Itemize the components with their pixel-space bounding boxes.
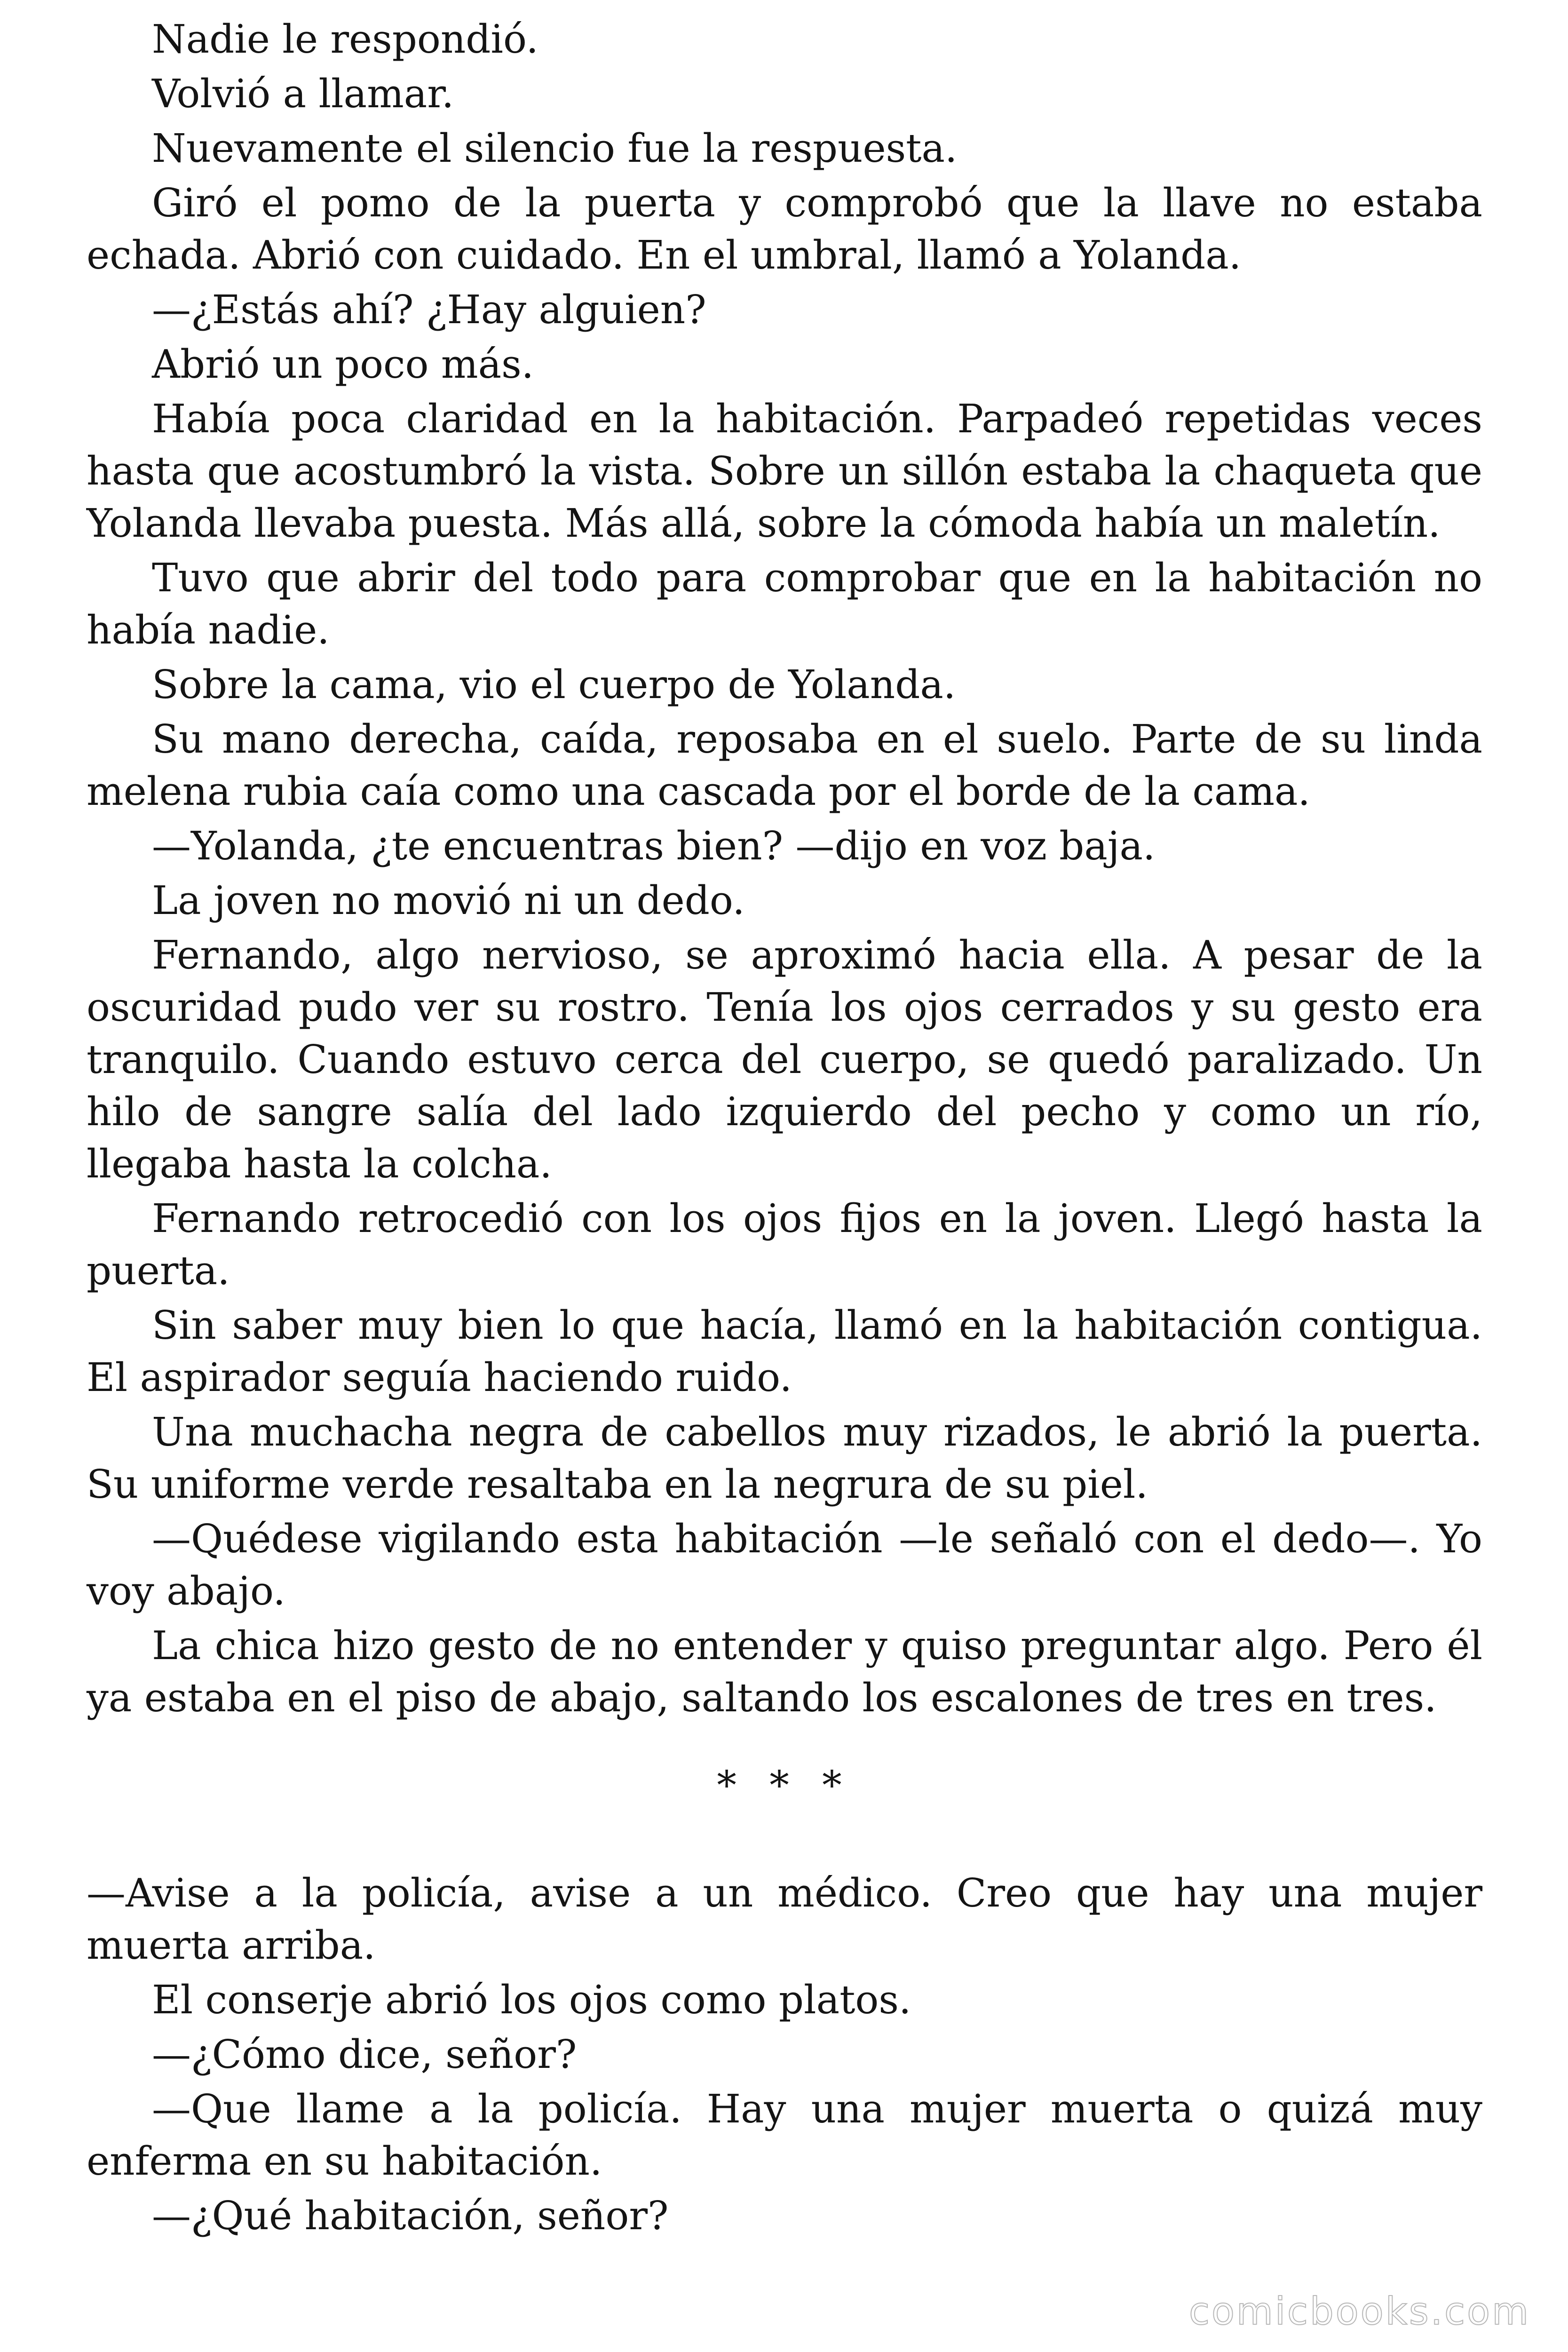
paragraph: La joven no movió ni un dedo. bbox=[152, 878, 745, 923]
paragraph: —Yolanda, ¿te encuentras bien? —dijo en voz baja. bbox=[152, 823, 1156, 869]
paragraph: —¿Estás ahí? ¿Hay alguien? bbox=[152, 287, 706, 333]
paragraph: Una muchacha negra de cabellos muy rizados, le abrió la puerta. Su uniforme verde resaltaba en la negrura de su piel. bbox=[87, 1409, 1482, 1507]
paragraph: El conserje abrió los ojos como platos. bbox=[152, 1977, 911, 2023]
paragraph: Giró el pomo de la puerta y comprobó que la llave no estaba echada. Abrió con cuidado. En el umbral, llamó a Yolanda. bbox=[87, 180, 1482, 278]
paragraph: Su mano derecha, caída, reposaba en el suelo. Parte de su linda melena rubia caía como una cascada por el borde de la cama. bbox=[87, 716, 1482, 814]
watermark: comicbooks.com bbox=[1188, 2289, 1530, 2333]
paragraph: —Que llame a la policía. Hay una mujer muerta o quizá muy enferma en su habitación. bbox=[87, 2086, 1482, 2184]
paragraph: Sobre la cama, vio el cuerpo de Yolanda. bbox=[152, 662, 956, 707]
paragraph: —Avise a la policía, avise a un médico. Creo que hay una mujer muerta arriba. bbox=[87, 1870, 1482, 1968]
paragraph: —¿Qué habitación, señor? bbox=[152, 2193, 669, 2239]
paragraph: Había poca claridad en la habitación. Parpadeó repetidas veces hasta que acostumbró la vista. Sobre un sillón estaba la chaqueta que Yolanda llevaba puesta. Más allá, sobre la cómoda había un maletín. bbox=[87, 396, 1482, 546]
section-separator: * * * bbox=[717, 1763, 852, 1808]
page-text bbox=[87, 13, 1482, 2244]
paragraph: Sin saber muy bien lo que hacía, llamó en la habitación contigua. El aspirador seguía haciendo ruido. bbox=[87, 1303, 1482, 1400]
paragraph: —¿Cómo dice, señor? bbox=[152, 2032, 577, 2077]
text-section-after-break bbox=[87, 1867, 1482, 2242]
paragraph: Fernando retrocedió con los ojos fijos en la joven. Llegó hasta la puerta. bbox=[87, 1196, 1482, 1294]
paragraph: Fernando, algo nervioso, se aproximó hacia ella. A pesar de la oscuridad pudo ver su rostro. Tenía los ojos cerrados y su gesto era tranquilo. Cuando estuvo cerca del cuerpo, se quedó paralizado. Un hilo de sangre salía del lado izquierdo del pecho y como un río, llegaba hasta la colcha. bbox=[87, 932, 1482, 1187]
text-section-before-break bbox=[87, 13, 1482, 1724]
paragraph: Nuevamente el silencio fue la respuesta. bbox=[152, 126, 958, 171]
paragraph: Volvió a llamar. bbox=[152, 71, 454, 117]
paragraph: Nadie le respondió. bbox=[152, 16, 539, 62]
paragraph: Tuvo que abrir del todo para comprobar que en la habitación no había nadie. bbox=[87, 555, 1482, 653]
paragraph: Abrió un poco más. bbox=[152, 342, 534, 387]
paragraph: La chica hizo gesto de no entender y quiso preguntar algo. Pero él ya estaba en el piso de abajo, saltando los escalones de tres en tres. bbox=[87, 1623, 1482, 1721]
paragraph: —Quédese vigilando esta habitación —le señaló con el dedo—. Yo voy abajo. bbox=[87, 1516, 1482, 1614]
